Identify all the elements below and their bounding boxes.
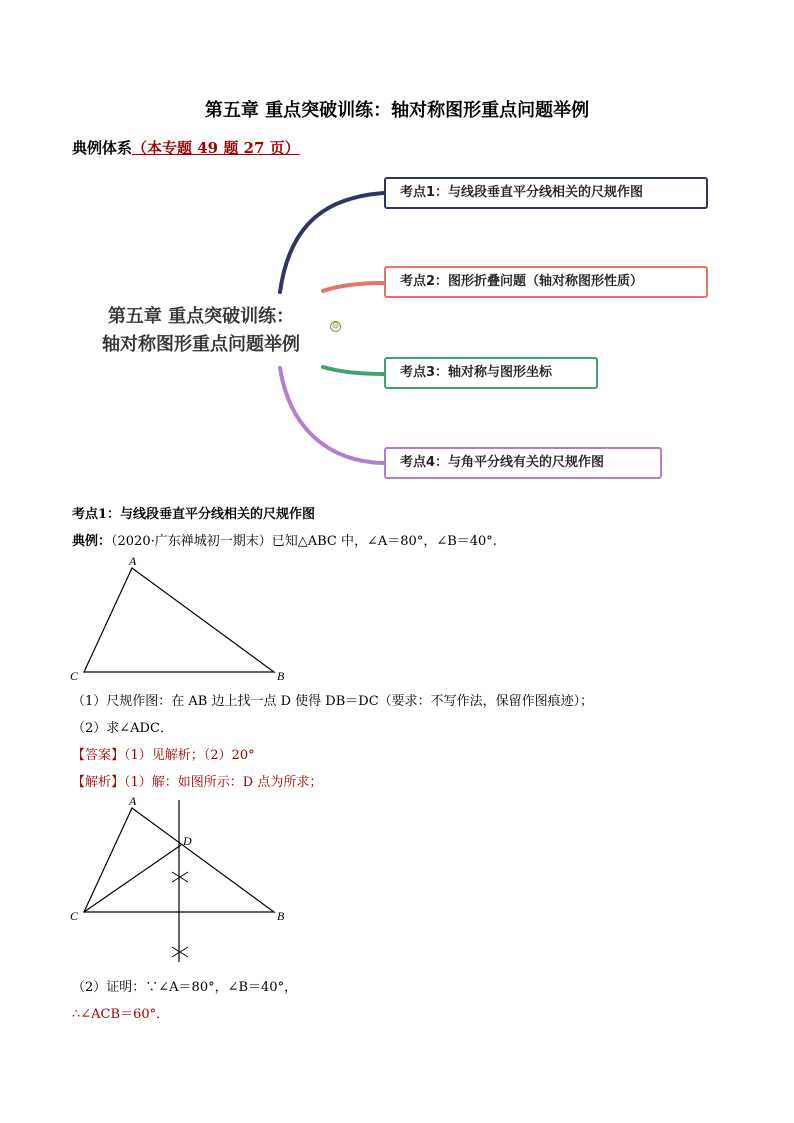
segment-cd xyxy=(84,845,181,912)
analysis-text: （1）解：如图所示：D 点为所求； xyxy=(124,775,323,790)
answer-text: （1）见解析；（2）20° xyxy=(124,748,255,763)
triangle-figure-1 xyxy=(60,550,310,690)
mindmap-node-3[interactable]: 考点3：轴对称与图形坐标 xyxy=(384,357,598,389)
subtitle-lead: 典例体系 xyxy=(72,139,133,157)
vertex-a-label: A xyxy=(129,554,137,568)
collapse-icon[interactable]: ⊖ xyxy=(331,321,340,331)
example-text: （2020·广东禅城初一期末）已知△ABC 中，∠A＝80°，∠B＝40°. xyxy=(111,534,497,549)
connector-1 xyxy=(280,193,384,292)
example-line xyxy=(72,530,497,549)
answer-tag: 【答案】 xyxy=(72,748,125,763)
subtitle xyxy=(72,137,300,158)
analysis-line xyxy=(72,771,322,790)
connector-4 xyxy=(280,368,384,463)
triangle-figure-2 xyxy=(60,790,310,970)
page-title: 第五章 重点突破训练：轴对称图形重点问题举例 xyxy=(204,100,590,121)
mindmap-node-1[interactable]: 考点1：与线段垂直平分线相关的尺规作图 xyxy=(384,177,708,209)
mindmap-center-line1: 第五章 重点突破训练： xyxy=(107,306,295,327)
question-2: （2）求∠ADC． xyxy=(72,721,173,736)
answer-line xyxy=(72,744,255,763)
connector-2 xyxy=(323,283,384,291)
connector-3 xyxy=(323,367,384,374)
question-1: （1）尺规作图：在 AB 边上找一点 D 使得 DB＝DC（要求：不写作法，保留作图痕迹）； xyxy=(72,694,594,709)
vertex-b-label: B xyxy=(277,669,285,683)
arc-mark-upper xyxy=(172,872,188,882)
point-d-label: D xyxy=(183,834,192,848)
triangle-abc xyxy=(84,568,274,672)
vertex-c-label: C xyxy=(70,669,79,683)
mindmap-node-4[interactable]: 考点4：与角平分线有关的尺规作图 xyxy=(384,447,662,479)
analysis-tag: 【解析】 xyxy=(72,775,125,790)
mindmap-node-2[interactable]: 考点2：图形折叠问题（轴对称图形性质） xyxy=(384,266,708,298)
mindmap-center[interactable] xyxy=(60,303,342,359)
proof-line-2: ∴∠ACB＝60°． xyxy=(72,1007,170,1022)
mindmap-center-line2: 轴对称图形重点问题举例 xyxy=(102,334,300,355)
vertex-c-label-2: C xyxy=(70,909,79,923)
vertex-a-label-2: A xyxy=(129,794,137,808)
vertex-b-label-2: B xyxy=(277,909,285,923)
proof-line-1: （2）证明：∵∠A＝80°，∠B＝40°， xyxy=(72,980,298,995)
section-heading: 考点1：与线段垂直平分线相关的尺规作图 xyxy=(72,507,316,522)
subtitle-count: （本专题 49 题 27 页） xyxy=(132,139,300,157)
example-label: 典例： xyxy=(72,534,112,549)
arc-mark-lower xyxy=(172,947,188,957)
